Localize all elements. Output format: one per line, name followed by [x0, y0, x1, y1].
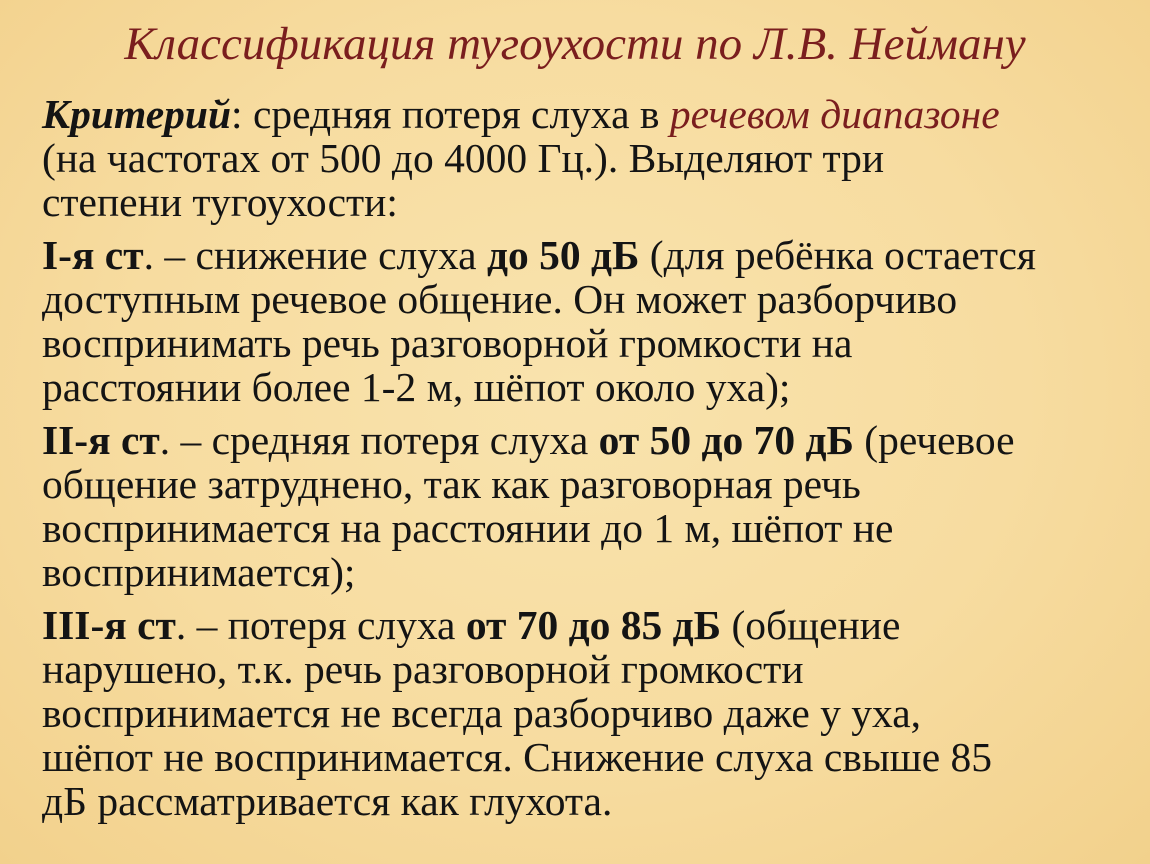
degree-1-line-3: воспринимать речь разговорной громкости на	[42, 320, 853, 366]
degree-3-range: от 70 до 85 дБ	[465, 602, 722, 648]
criterion-line-3: степени тугоухости:	[42, 179, 398, 225]
degree-2-label: II-я ст	[42, 417, 160, 463]
degree-3-line-1	[42, 602, 1122, 648]
degree-3-paragraph	[42, 603, 1122, 823]
degree-1-rest: (для ребёнка остается	[639, 232, 1036, 278]
degree-3-label: III-я ст	[42, 602, 176, 648]
degree-2-text: . – средняя потеря слуха	[159, 417, 599, 463]
degree-1-label: I-я ст	[42, 232, 144, 278]
slide-body	[42, 92, 1122, 832]
speech-range-term: речевом диапазоне	[669, 91, 1000, 137]
criterion-paragraph	[42, 92, 1122, 224]
degree-1-line-2: доступным речевое общение. Он может разборчиво	[42, 276, 958, 322]
degree-2-line-1	[42, 417, 1122, 463]
degree-2-range: от 50 до 70 дБ	[598, 417, 854, 463]
degree-1-range: до 50 дБ	[486, 232, 640, 278]
degree-3-line-4: шёпот не воспринимается. Снижение слуха свыше 85	[42, 734, 993, 780]
degree-2-line-3: воспринимается на расстоянии до 1 м, шёпот не	[42, 505, 894, 551]
degree-3-line-2: нарушено, т.к. речь разговорной громкости	[42, 646, 804, 692]
degree-1-text: . – снижение слуха	[143, 232, 487, 278]
degree-3-line-5: дБ рассматривается как глухота.	[42, 778, 613, 824]
degree-1-line-1	[42, 232, 1122, 278]
degree-1-paragraph	[42, 233, 1122, 409]
degree-3-rest: (общение	[721, 602, 901, 648]
criterion-line-2: (на частотах от 500 до 4000 Гц.). Выделяют три	[42, 135, 885, 181]
criterion-text: : средняя потеря слуха в	[231, 91, 670, 137]
degree-1-line-4: расстоянии более 1-2 м, шёпот около уха);	[42, 364, 791, 410]
degree-2-rest: (речевое	[853, 417, 1015, 463]
criterion-line-1	[42, 91, 1122, 137]
slide-title: Классификация тугоухости по Л.В. Нейману	[124, 18, 1026, 70]
degree-3-text: . – потеря слуха	[175, 602, 466, 648]
degree-3-line-3: воспринимается не всегда разборчиво даже у уха,	[42, 690, 921, 736]
degree-2-line-2: общение затруднено, так как разговорная речь	[42, 461, 861, 507]
criterion-label: Критерий	[42, 91, 232, 137]
degree-2-line-4: воспринимается);	[42, 549, 356, 595]
degree-2-paragraph	[42, 418, 1122, 594]
